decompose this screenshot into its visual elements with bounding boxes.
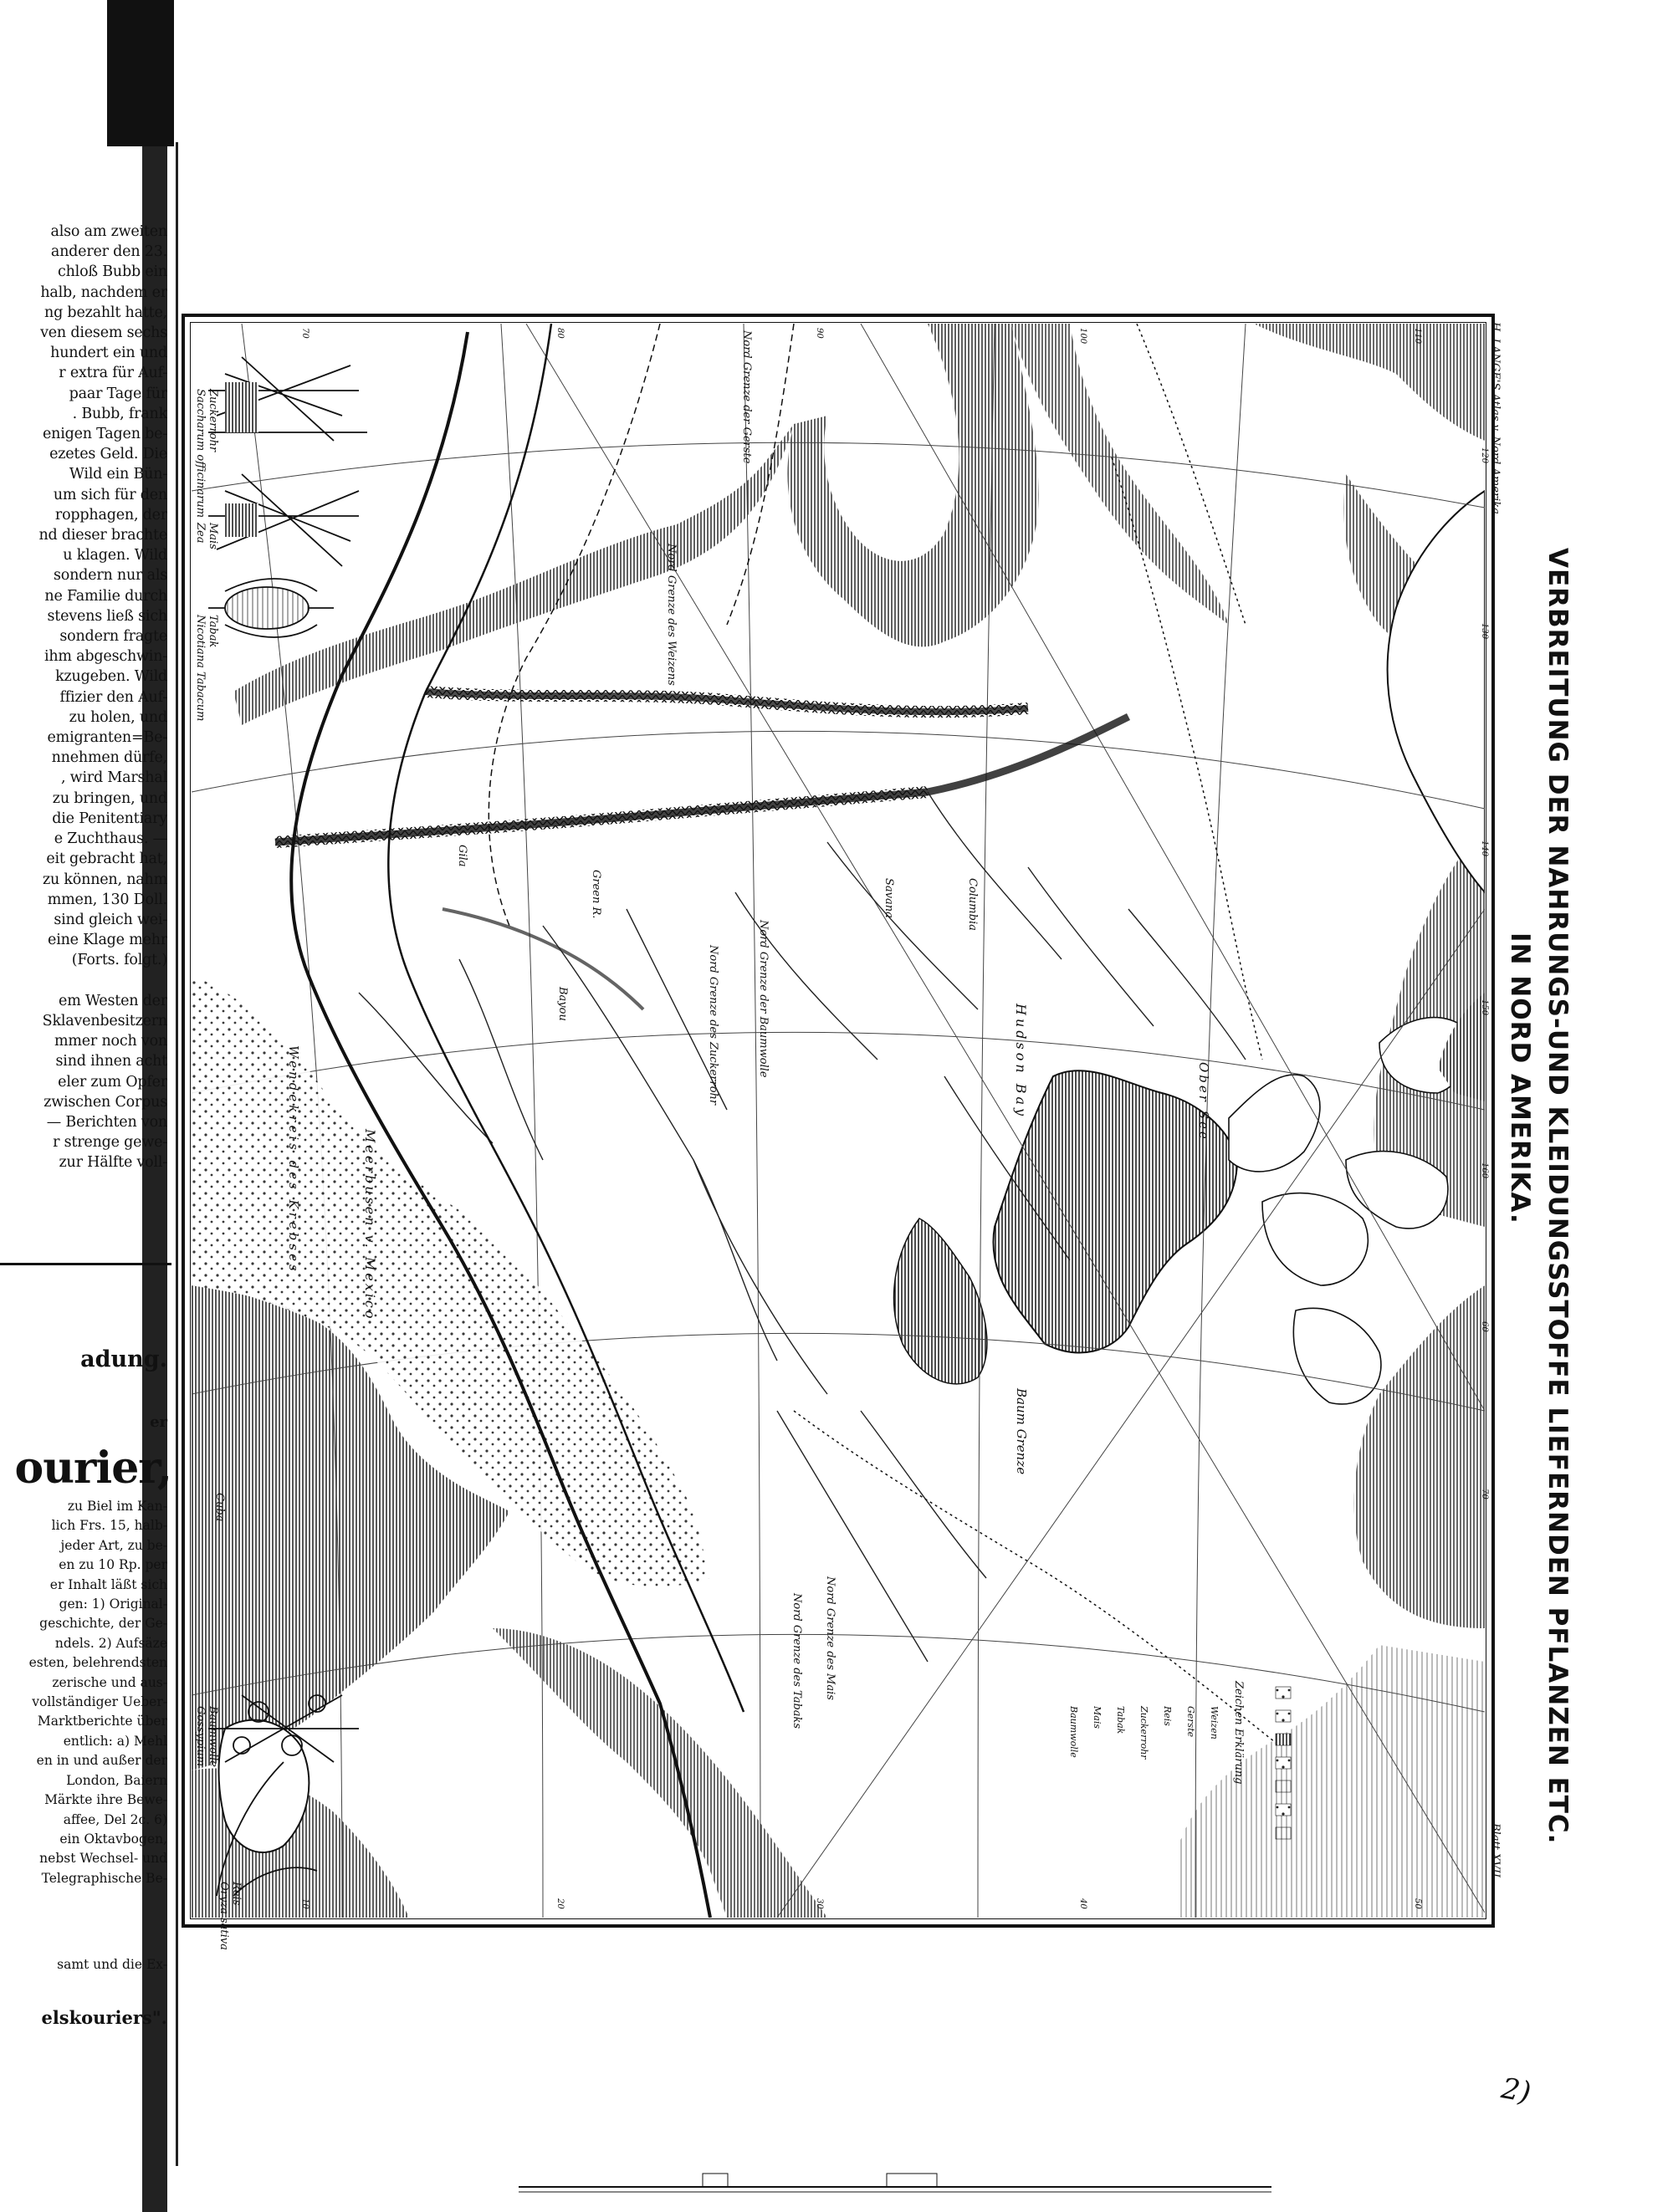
newspaper-line: eit gebracht hat, <box>46 851 167 868</box>
newspaper-line: em Westen der <box>59 992 167 1009</box>
tick-lon-140: 140 <box>1480 840 1489 857</box>
newspaper-line: ven diesem sechs <box>40 324 167 342</box>
headline-prefix: er <box>150 1413 167 1431</box>
legend-item-tobacco: Tabak <box>1115 1706 1126 1734</box>
advert-line: zerische und aus- <box>52 1674 167 1690</box>
label-north-limit-wheat: Nord Grenze des Weizens <box>665 544 678 686</box>
label-north-limit-tobacco: Nord Grenze des Tabaks <box>790 1593 803 1729</box>
newspaper-line <box>0 971 167 991</box>
newspaper-line: zur Hälfte voll- <box>59 1154 167 1172</box>
newspaper-line: Sklavenbesitzern <box>42 1012 167 1029</box>
newspaper-line: stevens ließ sich <box>47 607 167 625</box>
newspaper-text-block <box>0 222 167 1173</box>
tick-lon-110: 110 <box>1413 328 1422 345</box>
advert-line: en zu 10 Rp. per <box>59 1557 167 1573</box>
tick-lon-70: 70 <box>300 328 310 339</box>
newspaper-line: zu können, nahm <box>42 871 167 888</box>
newspaper-line: zu bringen, und <box>52 789 167 807</box>
section-title: adung. <box>80 1346 167 1372</box>
label-columbia: Columbia <box>966 878 979 931</box>
bottom-edge-strip <box>519 2170 1271 2204</box>
newspaper-line: sind gleich wei- <box>54 911 167 928</box>
newspaper-line: halb, nachdem er <box>40 284 167 301</box>
map-drawing <box>192 324 1485 1918</box>
advert-line: ndels. 2) Aufsäze <box>54 1635 167 1651</box>
advert-footer: elskouriers". <box>41 2007 167 2028</box>
advert-line: entlich: a) Mehl <box>63 1733 167 1749</box>
newspaper-line: paar Tage für <box>69 385 167 402</box>
advert-line: er Inhalt läßt sich <box>49 1576 167 1592</box>
newspaper-line: . Bubb, frank <box>72 405 167 422</box>
legend-item-rice: Reis <box>1162 1706 1173 1726</box>
legend-item-barley: Gerste <box>1185 1706 1196 1738</box>
newspaper-line: e Zuchthaus. — <box>54 830 167 848</box>
newspaper-line: , wird Marshal <box>60 769 167 787</box>
newspaper-line: Wild ein Bün- <box>69 466 167 483</box>
newspaper-line: u klagen. Wild <box>63 547 167 564</box>
newspaper-line: ihm abgeschwin- <box>43 648 167 666</box>
advert-tail-line: samt und die Ex- <box>57 1957 167 1972</box>
advert-line: esten, belehrendsten <box>28 1655 167 1671</box>
label-gila: Gila <box>456 845 468 867</box>
tick-lon-150: 150 <box>1480 999 1489 1016</box>
newspaper-line: r extra für Auf- <box>59 365 167 382</box>
newspaper-line: (Forts. folgt.) <box>71 952 167 969</box>
label-lake-superior: Ober See <box>1196 1062 1211 1142</box>
tick-lon-120: 120 <box>1480 447 1489 464</box>
label-north-limit-barley: Nord Grenze der Gerste <box>740 330 753 464</box>
label-bayou: Bayou <box>556 987 569 1021</box>
newspaper-line: kzugeben. Wild <box>55 668 167 686</box>
tick-lat-10: 10 <box>300 1898 310 1909</box>
tobacco-illustration <box>208 579 334 637</box>
newspaper-line: also am zweiten <box>50 223 167 240</box>
binding-spine <box>107 0 174 146</box>
newspaper-line: eler zum Opfer <box>58 1073 167 1091</box>
newspaper-line: ropphagen, der <box>54 506 167 524</box>
plant-label-rice: Reis Oryza sativa <box>217 1882 243 1950</box>
advert-line: Marktberichte über <box>37 1714 167 1729</box>
newspaper-line: sondern fragte <box>59 628 167 646</box>
advert-line: Telegraphische Be- <box>41 1870 167 1886</box>
advert-line: en in und außer der <box>36 1753 167 1769</box>
newspaper-line: r strenge gewe- <box>53 1134 167 1152</box>
advert-line: vollständiger Ueber- <box>32 1694 167 1710</box>
newspaper-line: zwischen Corpus <box>43 1093 167 1111</box>
newspaper-line: anderer den 23. <box>50 243 167 261</box>
newspaper-column <box>0 0 180 2212</box>
newspaper-line: die Penitentiary <box>52 810 167 827</box>
advert-line: affee, Del 2c. 6) <box>63 1811 167 1827</box>
advert-line: zu Biel im Kan- <box>67 1499 167 1514</box>
advert-line: gen: 1) Original- <box>59 1596 167 1612</box>
label-hudson-bay: Hudson Bay <box>1013 1004 1029 1120</box>
newspaper-line: ng bezahlt hatte, <box>44 304 167 321</box>
tick-lon-130: 130 <box>1480 623 1489 640</box>
label-tropic-of-cancer: Wendekreis des Krebses <box>286 1045 301 1275</box>
newspaper-line: mmer noch von <box>54 1033 167 1050</box>
legend-item-wheat: Weizen <box>1209 1706 1220 1739</box>
newspaper-line: um sich für den <box>53 486 167 503</box>
label-green-river: Green R. <box>590 870 602 919</box>
label-gulf-of-mexico: Meerbusen v. Mexico <box>362 1129 378 1321</box>
tick-lon-80: 80 <box>555 328 565 339</box>
newspaper-line: chloß Bubb ein <box>58 263 167 281</box>
advert-line: geschichte, der Ge- <box>39 1616 167 1632</box>
newspaper-line: nnehmen dürfe, <box>51 749 167 767</box>
legend-item-sugarcane: Zuckerrohr <box>1138 1706 1149 1760</box>
newspaper-line: hundert ein und <box>50 345 167 362</box>
newspaper-line: emigranten=Be- <box>47 729 167 747</box>
label-cuba: Cuba <box>213 1493 226 1522</box>
newspaper-line: ffizier den Auf- <box>59 688 167 706</box>
column-separator <box>0 1263 171 1265</box>
tick-lon-100: 100 <box>1078 328 1087 345</box>
advert-line: nebst Wechsel- und <box>39 1851 167 1867</box>
legend-item-maize: Mais <box>1092 1706 1103 1729</box>
newspaper-line: — Berichten von <box>46 1113 167 1131</box>
tick-lat-20: 20 <box>555 1898 565 1909</box>
newspaper-line: mmen, 130 Doll. <box>47 891 167 908</box>
label-tree-line: Baum Grenze <box>1014 1388 1029 1475</box>
atlas-label: H. LANGE'S Atlas v. Nord Amerika. <box>1489 322 1502 519</box>
page-number: 2) <box>1498 2072 1534 2110</box>
tick-lat-50: 50 <box>1413 1898 1422 1909</box>
newspaper-line: enigen Tagen be- <box>42 426 167 443</box>
legend-item-cotton: Baumwolle <box>1068 1706 1079 1758</box>
tick-lat-30: 30 <box>815 1898 824 1909</box>
map-subtitle: IN NORD AMERIKA. <box>1505 932 1535 1224</box>
newspaper-line: eine Klage mehr <box>48 932 167 949</box>
map-title: VERBREITUNG DER NAHRUNGS-UND KLEIDUNGSSTOFFE LIEFERNDEN PFLANZEN ETC. <box>1543 548 1573 1845</box>
legend-title: Zeichen Erklärung <box>1232 1681 1245 1785</box>
advert-line: jeder Art, zu be- <box>60 1537 167 1553</box>
sheet-label: Blatt XVII. <box>1489 1823 1502 1882</box>
tick-lon-90: 90 <box>815 328 824 339</box>
tick-lat-70: 70 <box>1480 1489 1489 1499</box>
newspaper-headline: ourier, <box>14 1443 171 1494</box>
newspaper-line: nd dieser brachte <box>38 527 167 544</box>
newspaper-line: zu holen, und <box>69 708 167 726</box>
label-savana: Savana <box>883 878 895 918</box>
label-north-limit-maize: Nord Grenze des Mais <box>824 1576 836 1700</box>
advert-line: ein Oktavbogen, <box>59 1831 167 1847</box>
advert-line: London, Baiern <box>66 1772 167 1788</box>
plant-label-tobacco: Tabak Nicotiana Tabacum <box>194 615 219 722</box>
plant-label-maize: Mais Zea <box>194 523 219 549</box>
newspaper-line: sind ihnen acht <box>55 1053 167 1070</box>
newspaper-line: ne Familie durch <box>44 587 167 605</box>
tick-lat-60: 60 <box>1480 1321 1489 1332</box>
newspaper-line: ezetes Geld. Die <box>49 446 167 463</box>
newspaper-line: sondern nur als <box>53 567 167 585</box>
advert-text-block <box>0 1497 167 1888</box>
label-north-limit-cotton: Nord Grenze der Baumwolle <box>757 920 770 1078</box>
advert-line: Märkte ihre Bewe- <box>44 1792 167 1808</box>
plant-label-cotton: Baumwolle Gossypium <box>194 1706 219 1767</box>
tick-lat-40: 40 <box>1078 1898 1087 1909</box>
tick-lon-160: 160 <box>1480 1162 1489 1179</box>
plant-label-sugarcane: Zuckerrohr Saccharum officinarum <box>194 389 219 519</box>
label-north-limit-sugarcane: Nord Grenze des Zuckerrohr <box>707 945 719 1106</box>
advert-line: lich Frs. 15, halb- <box>51 1518 167 1534</box>
